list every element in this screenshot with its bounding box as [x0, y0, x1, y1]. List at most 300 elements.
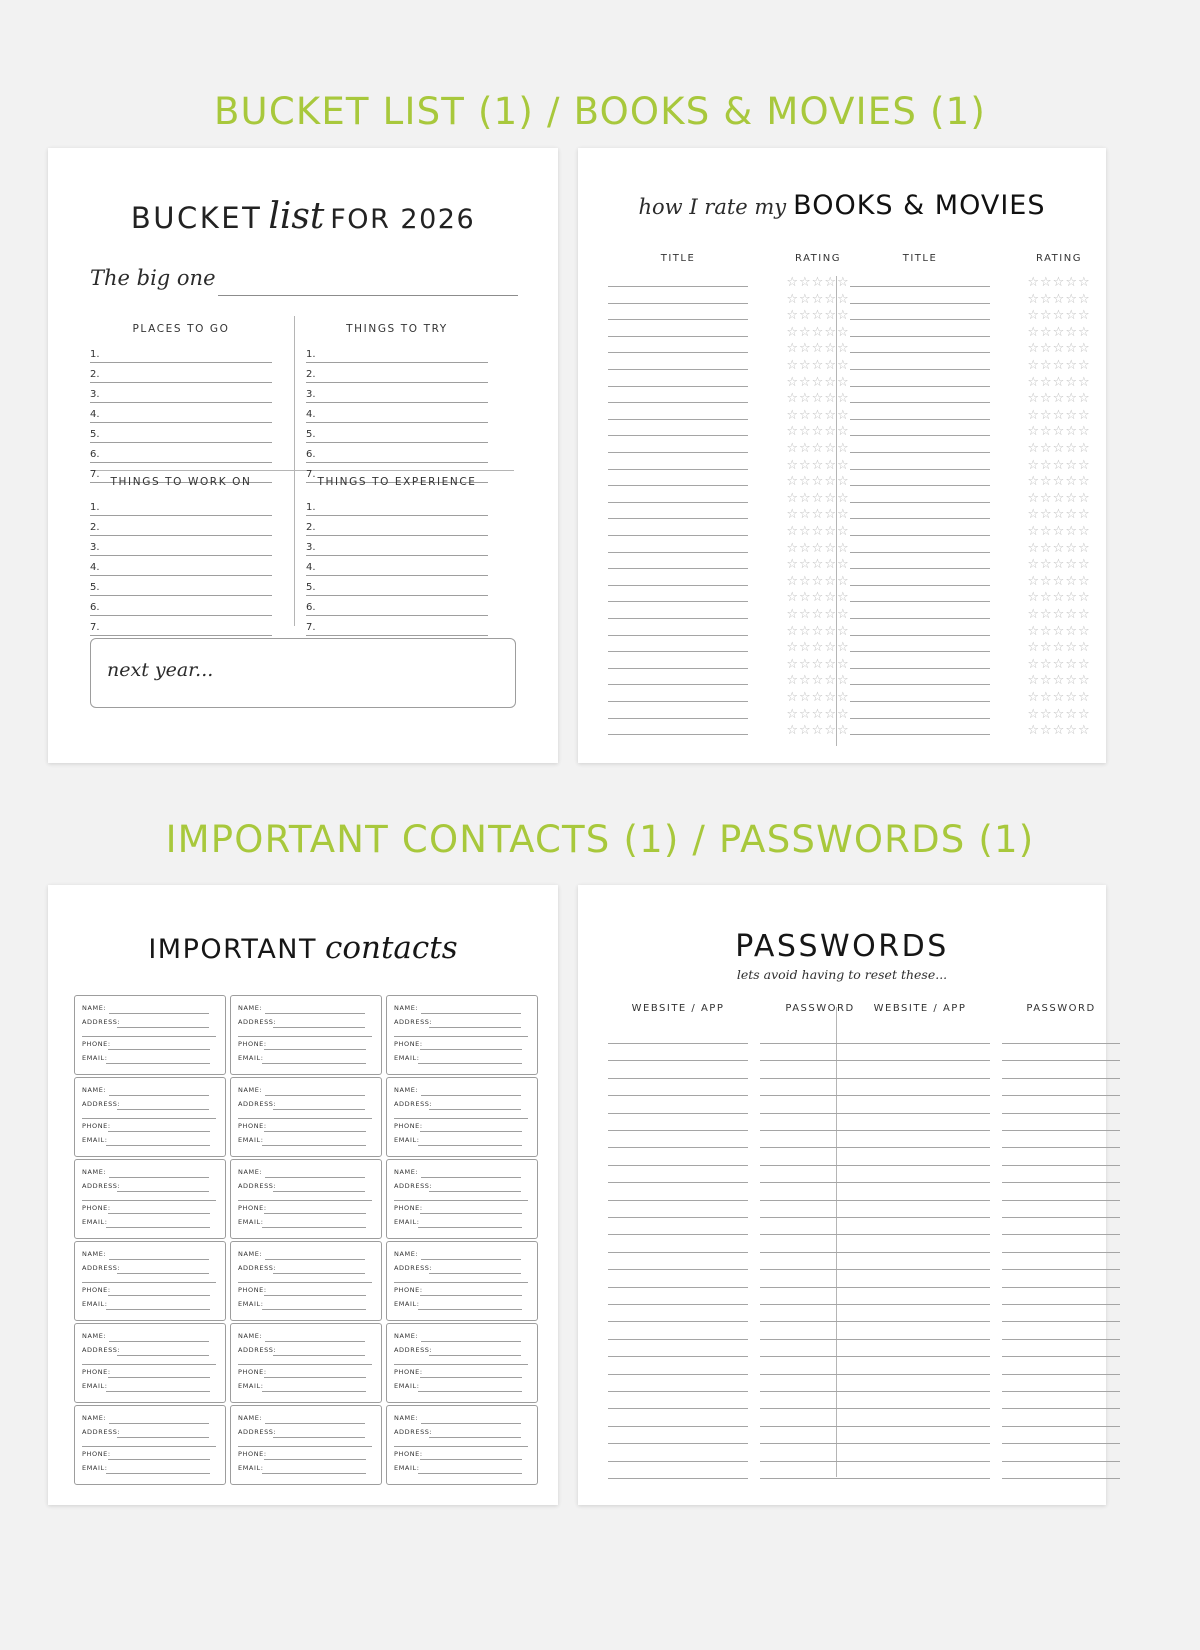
books-movies-star-rating[interactable]: ☆☆☆☆☆: [1027, 457, 1091, 473]
passwords-website-line[interactable]: [608, 1443, 748, 1444]
bucket-list-sheet[interactable]: [48, 148, 558, 763]
passwords-password-line[interactable]: [1002, 1339, 1120, 1340]
bucket-list-item-line[interactable]: [90, 535, 272, 536]
books-movies-star-rating[interactable]: ☆☆☆☆☆: [1027, 656, 1091, 672]
books-movies-star-rating[interactable]: ☆☆☆☆☆: [1027, 540, 1091, 556]
bucket-list-item-line[interactable]: [306, 615, 488, 616]
books-movies-star-rating[interactable]: ☆☆☆☆☆: [1027, 424, 1091, 440]
books-movies-star-rating[interactable]: ☆☆☆☆☆: [1027, 673, 1091, 689]
books-movies-star-rating[interactable]: ☆☆☆☆☆: [1027, 291, 1091, 307]
bucket-list-item[interactable]: [90, 578, 272, 598]
books-movies-star-rating[interactable]: ☆☆☆☆☆: [1027, 623, 1091, 639]
passwords-website-line[interactable]: [608, 1287, 748, 1288]
books-movies-star-rating[interactable]: ☆☆☆☆☆: [786, 673, 850, 689]
passwords-website-line[interactable]: [850, 1217, 990, 1218]
passwords-website-line[interactable]: [608, 1130, 748, 1131]
passwords-website-line[interactable]: [608, 1200, 748, 1201]
bucket-list-item-line[interactable]: [306, 362, 488, 363]
books-movies-title-line[interactable]: [850, 502, 990, 503]
passwords-website-line[interactable]: [850, 1478, 990, 1479]
contact-field-line[interactable]: [117, 1355, 209, 1356]
passwords-website-line[interactable]: [608, 1078, 748, 1079]
books-movies-star-rating[interactable]: ☆☆☆☆☆: [786, 457, 850, 473]
books-movies-title-line[interactable]: [608, 502, 748, 503]
bucket-list-item-line[interactable]: [306, 595, 488, 596]
books-movies-title-line[interactable]: [608, 336, 748, 337]
books-movies-title-line[interactable]: [608, 684, 748, 685]
contact-address-line-2[interactable]: [82, 1446, 216, 1447]
passwords-password-line[interactable]: [1002, 1269, 1120, 1270]
bucket-list-item-line[interactable]: [306, 402, 488, 403]
bucket-list-item[interactable]: [306, 445, 488, 465]
books-movies-star-rating[interactable]: ☆☆☆☆☆: [1027, 374, 1091, 390]
passwords-website-line[interactable]: [608, 1217, 748, 1218]
passwords-password-line[interactable]: [1002, 1391, 1120, 1392]
contact-field-line[interactable]: [108, 1213, 210, 1214]
bucket-list-item-line[interactable]: [90, 422, 272, 423]
passwords-website-line[interactable]: [850, 1461, 990, 1462]
contact-field-line[interactable]: [418, 1473, 522, 1474]
passwords-password-line[interactable]: [1002, 1408, 1120, 1409]
contact-field-line[interactable]: [106, 1063, 210, 1064]
passwords-website-line[interactable]: [608, 1339, 748, 1340]
contact-card[interactable]: [386, 995, 538, 1075]
books-movies-star-rating[interactable]: ☆☆☆☆☆: [786, 640, 850, 656]
bucket-list-item[interactable]: [90, 385, 272, 405]
books-movies-star-rating[interactable]: ☆☆☆☆☆: [786, 324, 850, 340]
contact-field-line[interactable]: [109, 1423, 209, 1424]
contact-field-line[interactable]: [420, 1213, 522, 1214]
books-movies-title-line[interactable]: [608, 618, 748, 619]
books-movies-title-line[interactable]: [850, 701, 990, 702]
contact-address-line-2[interactable]: [82, 1364, 216, 1365]
passwords-password-line[interactable]: [1002, 1234, 1120, 1235]
books-movies-star-rating[interactable]: ☆☆☆☆☆: [786, 706, 850, 722]
passwords-website-line[interactable]: [850, 1304, 990, 1305]
passwords-password-line[interactable]: [1002, 1321, 1120, 1322]
books-movies-star-rating[interactable]: ☆☆☆☆☆: [1027, 640, 1091, 656]
books-movies-star-rating[interactable]: ☆☆☆☆☆: [786, 607, 850, 622]
books-movies-star-rating[interactable]: ☆☆☆☆☆: [1027, 391, 1091, 407]
bucket-list-item-line[interactable]: [306, 382, 488, 383]
passwords-website-line[interactable]: [608, 1165, 748, 1166]
contact-card[interactable]: [386, 1159, 538, 1239]
passwords-website-line[interactable]: [608, 1356, 748, 1357]
passwords-website-line[interactable]: [608, 1408, 748, 1409]
contact-address-line-2[interactable]: [238, 1118, 372, 1119]
contact-card[interactable]: [74, 1241, 226, 1321]
bucket-list-item-line[interactable]: [90, 515, 272, 516]
books-movies-star-rating[interactable]: ☆☆☆☆☆: [1027, 607, 1091, 622]
contact-field-line[interactable]: [106, 1145, 210, 1146]
bucket-list-item[interactable]: [306, 518, 488, 538]
contact-field-line[interactable]: [418, 1227, 522, 1228]
contact-field-line[interactable]: [109, 1095, 209, 1096]
contact-address-line-2[interactable]: [238, 1446, 372, 1447]
books-movies-title-line[interactable]: [608, 535, 748, 536]
bucket-list-item[interactable]: [90, 405, 272, 425]
bucket-list-item-line[interactable]: [306, 422, 488, 423]
passwords-website-line[interactable]: [608, 1426, 748, 1427]
books-movies-title-line[interactable]: [850, 651, 990, 652]
bucket-list-item-line[interactable]: [90, 555, 272, 556]
passwords-website-line[interactable]: [850, 1269, 990, 1270]
passwords-website-line[interactable]: [850, 1374, 990, 1375]
books-movies-title-line[interactable]: [608, 452, 748, 453]
passwords-website-line[interactable]: [608, 1113, 748, 1114]
contact-address-line-2[interactable]: [238, 1200, 372, 1201]
passwords-password-line[interactable]: [1002, 1426, 1120, 1427]
contact-field-line[interactable]: [418, 1309, 522, 1310]
contact-address-line-2[interactable]: [394, 1364, 528, 1365]
passwords-password-line[interactable]: [1002, 1130, 1120, 1131]
contact-field-line[interactable]: [420, 1131, 522, 1132]
books-movies-star-rating[interactable]: ☆☆☆☆☆: [1027, 706, 1091, 722]
books-movies-title-line[interactable]: [850, 386, 990, 387]
bucket-list-item-line[interactable]: [90, 382, 272, 383]
books-movies-star-rating[interactable]: ☆☆☆☆☆: [786, 490, 850, 506]
books-movies-title-line[interactable]: [608, 469, 748, 470]
bucket-list-item-line[interactable]: [90, 575, 272, 576]
books-movies-title-line[interactable]: [608, 303, 748, 304]
passwords-sheet[interactable]: [578, 885, 1106, 1505]
contact-address-line-2[interactable]: [394, 1118, 528, 1119]
passwords-website-line[interactable]: [608, 1095, 748, 1096]
contact-card[interactable]: [386, 1405, 538, 1485]
passwords-password-line[interactable]: [1002, 1356, 1120, 1357]
passwords-website-line[interactable]: [850, 1356, 990, 1357]
contact-address-line-2[interactable]: [394, 1446, 528, 1447]
books-movies-title-line[interactable]: [850, 601, 990, 602]
bucket-list-item-line[interactable]: [90, 635, 272, 636]
bucket-list-item-line[interactable]: [90, 362, 272, 363]
contact-field-line[interactable]: [106, 1473, 210, 1474]
contact-card[interactable]: [386, 1323, 538, 1403]
passwords-website-line[interactable]: [608, 1304, 748, 1305]
contact-address-line-2[interactable]: [394, 1200, 528, 1201]
passwords-website-line[interactable]: [850, 1321, 990, 1322]
books-movies-star-rating[interactable]: ☆☆☆☆☆: [1027, 474, 1091, 490]
contact-card[interactable]: [74, 995, 226, 1075]
contact-field-line[interactable]: [106, 1227, 210, 1228]
bucket-list-item-line[interactable]: [90, 462, 272, 463]
contact-field-line[interactable]: [262, 1227, 366, 1228]
books-movies-star-rating[interactable]: ☆☆☆☆☆: [786, 374, 850, 390]
contact-field-line[interactable]: [420, 1295, 522, 1296]
bucket-list-item-line[interactable]: [306, 442, 488, 443]
contact-field-line[interactable]: [265, 1177, 365, 1178]
books-movies-title-line[interactable]: [608, 386, 748, 387]
passwords-password-line[interactable]: [1002, 1217, 1120, 1218]
books-movies-title-line[interactable]: [608, 402, 748, 403]
passwords-password-line[interactable]: [1002, 1287, 1120, 1288]
passwords-website-line[interactable]: [850, 1391, 990, 1392]
books-movies-star-rating[interactable]: ☆☆☆☆☆: [1027, 341, 1091, 357]
contact-field-line[interactable]: [265, 1095, 365, 1096]
passwords-website-line[interactable]: [850, 1443, 990, 1444]
books-movies-title-line[interactable]: [850, 419, 990, 420]
books-movies-star-rating[interactable]: ☆☆☆☆☆: [786, 407, 850, 423]
books-movies-star-rating[interactable]: ☆☆☆☆☆: [786, 358, 850, 373]
bucket-list-item[interactable]: [90, 558, 272, 578]
books-movies-star-rating[interactable]: ☆☆☆☆☆: [786, 474, 850, 490]
books-movies-title-line[interactable]: [608, 585, 748, 586]
contact-field-line[interactable]: [273, 1273, 365, 1274]
passwords-website-line[interactable]: [608, 1147, 748, 1148]
contact-field-line[interactable]: [108, 1049, 210, 1050]
books-movies-star-rating[interactable]: ☆☆☆☆☆: [786, 291, 850, 307]
bucket-list-item[interactable]: [90, 598, 272, 618]
contact-field-line[interactable]: [117, 1273, 209, 1274]
books-movies-title-line[interactable]: [608, 518, 748, 519]
contact-field-line[interactable]: [109, 1259, 209, 1260]
books-movies-star-rating[interactable]: ☆☆☆☆☆: [1027, 324, 1091, 340]
contact-field-line[interactable]: [418, 1145, 522, 1146]
books-movies-title-line[interactable]: [608, 435, 748, 436]
contact-field-line[interactable]: [273, 1355, 365, 1356]
passwords-website-line[interactable]: [850, 1043, 990, 1044]
books-movies-title-line[interactable]: [850, 568, 990, 569]
contact-address-line-2[interactable]: [394, 1282, 528, 1283]
contact-field-line[interactable]: [265, 1259, 365, 1260]
books-movies-title-line[interactable]: [608, 601, 748, 602]
books-movies-title-line[interactable]: [608, 352, 748, 353]
passwords-website-line[interactable]: [850, 1095, 990, 1096]
contact-card[interactable]: [230, 1241, 382, 1321]
contact-card[interactable]: [74, 1405, 226, 1485]
passwords-website-line[interactable]: [850, 1408, 990, 1409]
passwords-password-line[interactable]: [1002, 1113, 1120, 1114]
passwords-password-line[interactable]: [1002, 1304, 1120, 1305]
contact-field-line[interactable]: [421, 1423, 521, 1424]
books-movies-star-rating[interactable]: ☆☆☆☆☆: [786, 656, 850, 672]
contact-address-line-2[interactable]: [82, 1200, 216, 1201]
books-movies-title-line[interactable]: [608, 286, 748, 287]
bucket-list-item[interactable]: [306, 405, 488, 425]
passwords-website-line[interactable]: [850, 1252, 990, 1253]
contact-field-line[interactable]: [262, 1063, 366, 1064]
books-movies-title-line[interactable]: [850, 618, 990, 619]
books-movies-title-line[interactable]: [850, 286, 990, 287]
books-movies-star-rating[interactable]: ☆☆☆☆☆: [1027, 507, 1091, 523]
books-movies-title-line[interactable]: [608, 552, 748, 553]
books-movies-title-line[interactable]: [850, 352, 990, 353]
books-movies-title-line[interactable]: [850, 452, 990, 453]
contact-address-line-2[interactable]: [394, 1036, 528, 1037]
contact-field-line[interactable]: [420, 1049, 522, 1050]
next-year-box[interactable]: [90, 638, 516, 708]
books-movies-star-rating[interactable]: ☆☆☆☆☆: [1027, 690, 1091, 705]
contact-field-line[interactable]: [117, 1437, 209, 1438]
passwords-password-line[interactable]: [1002, 1182, 1120, 1183]
books-movies-star-rating[interactable]: ☆☆☆☆☆: [1027, 573, 1091, 589]
books-movies-star-rating[interactable]: ☆☆☆☆☆: [786, 308, 850, 324]
contact-card[interactable]: [386, 1241, 538, 1321]
passwords-password-line[interactable]: [1002, 1043, 1120, 1044]
contact-address-line-2[interactable]: [82, 1118, 216, 1119]
contact-field-line[interactable]: [421, 1341, 521, 1342]
books-movies-title-line[interactable]: [850, 369, 990, 370]
big-one-input-line[interactable]: [218, 295, 518, 296]
passwords-password-line[interactable]: [1002, 1078, 1120, 1079]
passwords-website-line[interactable]: [850, 1287, 990, 1288]
contact-field-line[interactable]: [109, 1177, 209, 1178]
important-contacts-sheet[interactable]: [48, 885, 558, 1505]
passwords-website-line[interactable]: [850, 1339, 990, 1340]
bucket-list-item-line[interactable]: [306, 555, 488, 556]
books-movies-star-rating[interactable]: ☆☆☆☆☆: [786, 557, 850, 573]
passwords-website-line[interactable]: [608, 1182, 748, 1183]
bucket-list-item-line[interactable]: [306, 462, 488, 463]
contact-field-line[interactable]: [262, 1145, 366, 1146]
books-movies-sheet[interactable]: [578, 148, 1106, 763]
books-movies-star-rating[interactable]: ☆☆☆☆☆: [1027, 524, 1091, 539]
bucket-list-item-line[interactable]: [90, 615, 272, 616]
passwords-password-line[interactable]: [1002, 1147, 1120, 1148]
books-movies-title-line[interactable]: [850, 684, 990, 685]
passwords-website-line[interactable]: [850, 1182, 990, 1183]
contact-field-line[interactable]: [264, 1131, 366, 1132]
books-movies-title-line[interactable]: [850, 552, 990, 553]
books-movies-star-rating[interactable]: ☆☆☆☆☆: [1027, 275, 1091, 290]
contact-field-line[interactable]: [262, 1391, 366, 1392]
contact-field-line[interactable]: [264, 1295, 366, 1296]
contact-card[interactable]: [230, 1323, 382, 1403]
contact-field-line[interactable]: [264, 1377, 366, 1378]
books-movies-title-line[interactable]: [850, 319, 990, 320]
books-movies-star-rating[interactable]: ☆☆☆☆☆: [786, 391, 850, 407]
contact-field-line[interactable]: [273, 1191, 365, 1192]
bucket-list-item[interactable]: [306, 598, 488, 618]
books-movies-star-rating[interactable]: ☆☆☆☆☆: [786, 590, 850, 606]
contact-field-line[interactable]: [273, 1437, 365, 1438]
books-movies-star-rating[interactable]: ☆☆☆☆☆: [786, 507, 850, 523]
books-movies-title-line[interactable]: [850, 402, 990, 403]
bucket-list-item[interactable]: [90, 518, 272, 538]
bucket-list-item[interactable]: [306, 385, 488, 405]
contact-card[interactable]: [230, 995, 382, 1075]
books-movies-star-rating[interactable]: ☆☆☆☆☆: [786, 424, 850, 440]
books-movies-star-rating[interactable]: ☆☆☆☆☆: [786, 540, 850, 556]
contact-address-line-2[interactable]: [238, 1364, 372, 1365]
contact-card[interactable]: [74, 1323, 226, 1403]
contact-field-line[interactable]: [429, 1437, 521, 1438]
books-movies-star-rating[interactable]: ☆☆☆☆☆: [1027, 308, 1091, 324]
passwords-password-line[interactable]: [1002, 1443, 1120, 1444]
passwords-password-line[interactable]: [1002, 1165, 1120, 1166]
contact-field-line[interactable]: [109, 1341, 209, 1342]
passwords-website-line[interactable]: [850, 1234, 990, 1235]
books-movies-title-line[interactable]: [608, 369, 748, 370]
passwords-website-line[interactable]: [608, 1252, 748, 1253]
books-movies-star-rating[interactable]: ☆☆☆☆☆: [786, 341, 850, 357]
books-movies-title-line[interactable]: [850, 303, 990, 304]
passwords-website-line[interactable]: [608, 1269, 748, 1270]
passwords-website-line[interactable]: [850, 1165, 990, 1166]
bucket-list-item[interactable]: [306, 345, 488, 365]
bucket-list-item[interactable]: [90, 498, 272, 518]
bucket-list-item-line[interactable]: [90, 595, 272, 596]
bucket-list-item[interactable]: [306, 425, 488, 445]
passwords-password-line[interactable]: [1002, 1200, 1120, 1201]
passwords-website-line[interactable]: [608, 1461, 748, 1462]
bucket-list-item[interactable]: [90, 538, 272, 558]
books-movies-title-line[interactable]: [850, 518, 990, 519]
bucket-list-item-line[interactable]: [306, 535, 488, 536]
contact-field-line[interactable]: [420, 1377, 522, 1378]
books-movies-title-line[interactable]: [608, 668, 748, 669]
contact-field-line[interactable]: [429, 1109, 521, 1110]
contact-field-line[interactable]: [117, 1109, 209, 1110]
contact-field-line[interactable]: [418, 1391, 522, 1392]
contact-field-line[interactable]: [109, 1013, 209, 1014]
contact-field-line[interactable]: [117, 1191, 209, 1192]
passwords-website-line[interactable]: [850, 1078, 990, 1079]
contact-field-line[interactable]: [273, 1027, 365, 1028]
books-movies-title-line[interactable]: [608, 651, 748, 652]
books-movies-title-line[interactable]: [608, 701, 748, 702]
passwords-website-line[interactable]: [850, 1426, 990, 1427]
contact-field-line[interactable]: [418, 1063, 522, 1064]
contact-field-line[interactable]: [108, 1459, 210, 1460]
contact-card[interactable]: [230, 1077, 382, 1157]
books-movies-star-rating[interactable]: ☆☆☆☆☆: [1027, 490, 1091, 506]
contact-card[interactable]: [230, 1405, 382, 1485]
bucket-list-item[interactable]: [90, 345, 272, 365]
books-movies-star-rating[interactable]: ☆☆☆☆☆: [786, 524, 850, 539]
books-movies-title-line[interactable]: [608, 635, 748, 636]
bucket-list-item[interactable]: [306, 498, 488, 518]
contact-field-line[interactable]: [262, 1309, 366, 1310]
bucket-list-item[interactable]: [306, 558, 488, 578]
contact-field-line[interactable]: [262, 1473, 366, 1474]
bucket-list-item-line[interactable]: [306, 575, 488, 576]
passwords-password-line[interactable]: [1002, 1478, 1120, 1479]
books-movies-star-rating[interactable]: ☆☆☆☆☆: [1027, 358, 1091, 373]
books-movies-title-line[interactable]: [850, 734, 990, 735]
books-movies-title-line[interactable]: [608, 568, 748, 569]
contact-address-line-2[interactable]: [82, 1036, 216, 1037]
passwords-website-line[interactable]: [608, 1321, 748, 1322]
contact-field-line[interactable]: [429, 1191, 521, 1192]
passwords-website-line[interactable]: [608, 1043, 748, 1044]
books-movies-title-line[interactable]: [608, 485, 748, 486]
passwords-website-line[interactable]: [608, 1234, 748, 1235]
passwords-password-line[interactable]: [1002, 1461, 1120, 1462]
bucket-list-item[interactable]: [306, 538, 488, 558]
contact-field-line[interactable]: [108, 1131, 210, 1132]
books-movies-star-rating[interactable]: ☆☆☆☆☆: [786, 623, 850, 639]
books-movies-star-rating[interactable]: ☆☆☆☆☆: [786, 723, 850, 739]
contact-card[interactable]: [74, 1159, 226, 1239]
bucket-list-item[interactable]: [90, 425, 272, 445]
books-movies-title-line[interactable]: [850, 336, 990, 337]
books-movies-star-rating[interactable]: ☆☆☆☆☆: [1027, 407, 1091, 423]
contact-field-line[interactable]: [108, 1295, 210, 1296]
passwords-website-line[interactable]: [850, 1130, 990, 1131]
contact-address-line-2[interactable]: [238, 1036, 372, 1037]
bucket-list-item[interactable]: [90, 618, 272, 638]
contact-field-line[interactable]: [106, 1391, 210, 1392]
passwords-password-line[interactable]: [1002, 1095, 1120, 1096]
bucket-list-item-line[interactable]: [90, 442, 272, 443]
bucket-list-item-line[interactable]: [90, 402, 272, 403]
books-movies-title-line[interactable]: [608, 734, 748, 735]
passwords-password-line[interactable]: [1002, 1252, 1120, 1253]
contact-field-line[interactable]: [117, 1027, 209, 1028]
passwords-website-line[interactable]: [850, 1147, 990, 1148]
passwords-website-line[interactable]: [608, 1060, 748, 1061]
